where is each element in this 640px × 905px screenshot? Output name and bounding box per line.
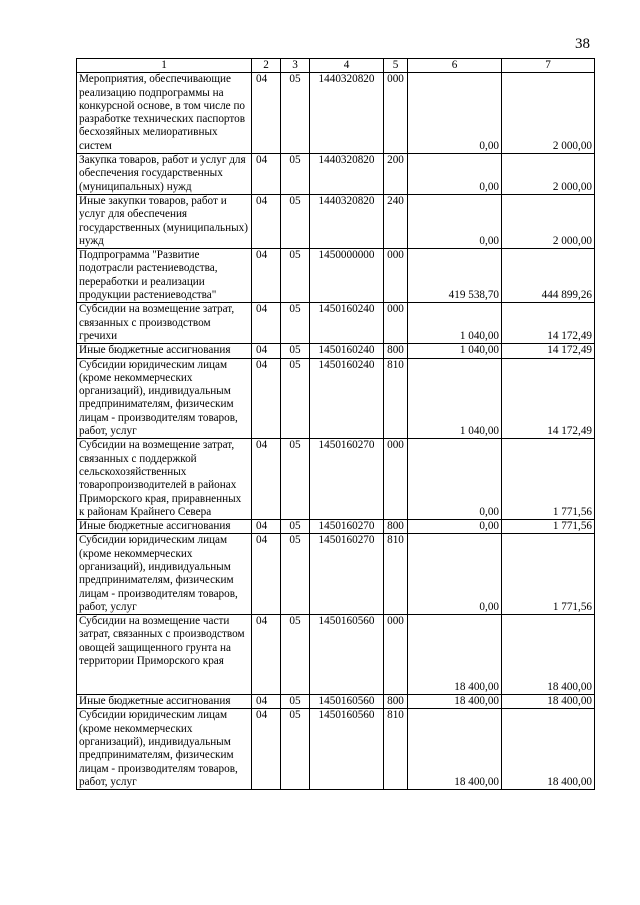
- row-code-expense-type: 800: [384, 520, 408, 534]
- row-amount-col7: 2 000,00: [502, 194, 595, 248]
- row-name: Субсидии юридическим лицам (кроме некоммерческих организаций), индивидуальным предпринимателям, физическим лицам - производителям товаров, работ, услуг: [77, 709, 252, 790]
- row-code-subsection: 05: [281, 520, 310, 534]
- table-row: [77, 344, 595, 358]
- row-code-expense-type: 810: [384, 709, 408, 790]
- row-name: Иные бюджетные ассигнования: [77, 695, 252, 709]
- row-code-section: 04: [252, 520, 281, 534]
- table-row: [77, 194, 595, 248]
- row-code-target: 1440320820: [310, 73, 384, 154]
- row-code-expense-type: 000: [384, 615, 408, 695]
- row-name: Иные бюджетные ассигнования: [77, 520, 252, 534]
- row-code-target: 1450160560: [310, 709, 384, 790]
- row-code-subsection: 05: [281, 303, 310, 344]
- row-code-section: 04: [252, 303, 281, 344]
- row-amount-col6: 0,00: [408, 73, 502, 154]
- row-code-section: 04: [252, 344, 281, 358]
- row-amount-col7: 1 771,56: [502, 439, 595, 520]
- row-code-target: 1450160560: [310, 695, 384, 709]
- row-name: Подпрограмма "Развитие подотрасли растениеводства, переработки и реализации продукции растениеводства": [77, 249, 252, 303]
- table-row: [77, 303, 595, 344]
- row-name: Закупка товаров, работ и услуг для обеспечения государственных (муниципальных) нужд: [77, 154, 252, 195]
- row-code-target: 1450160270: [310, 534, 384, 615]
- row-code-expense-type: 000: [384, 249, 408, 303]
- row-code-subsection: 05: [281, 695, 310, 709]
- row-code-expense-type: 000: [384, 439, 408, 520]
- row-amount-col6: 419 538,70: [408, 249, 502, 303]
- row-amount-col7: 444 899,26: [502, 249, 595, 303]
- page-number: 38: [575, 36, 590, 52]
- row-amount-col7: 14 172,49: [502, 358, 595, 439]
- row-code-section: 04: [252, 73, 281, 154]
- column-header: 5: [384, 59, 408, 73]
- row-amount-col6: 0,00: [408, 534, 502, 615]
- row-code-subsection: 05: [281, 709, 310, 790]
- table-row: [77, 249, 595, 303]
- row-amount-col6: 1 040,00: [408, 303, 502, 344]
- row-code-section: 04: [252, 194, 281, 248]
- table-row: [77, 615, 595, 695]
- row-code-target: 1450160240: [310, 344, 384, 358]
- budget-table: [76, 58, 595, 790]
- row-amount-col6: 18 400,00: [408, 709, 502, 790]
- row-amount-col7: 2 000,00: [502, 154, 595, 195]
- table-row: [77, 534, 595, 615]
- row-amount-col6: 1 040,00: [408, 358, 502, 439]
- row-code-target: 1450160240: [310, 303, 384, 344]
- row-name: Субсидии на возмещение затрат, связанных с производством гречихи: [77, 303, 252, 344]
- row-amount-col6: 18 400,00: [408, 615, 502, 695]
- row-name: Субсидии юридическим лицам (кроме некоммерческих организаций), индивидуальным предпринимателям, физическим лицам - производителям товаров, работ, услуг: [77, 534, 252, 615]
- row-code-expense-type: 810: [384, 534, 408, 615]
- column-header: 1: [77, 59, 252, 73]
- row-code-section: 04: [252, 439, 281, 520]
- table-header-row: [77, 59, 595, 73]
- row-code-target: 1450160270: [310, 520, 384, 534]
- row-name: Субсидии на возмещение части затрат, связанных с производством овощей защищенного грунта на территории Приморского края: [77, 615, 252, 695]
- row-code-target: 1440320820: [310, 154, 384, 195]
- row-code-target: 1450160240: [310, 358, 384, 439]
- table-row: [77, 358, 595, 439]
- table-row: [77, 709, 595, 790]
- row-amount-col7: 14 172,49: [502, 344, 595, 358]
- row-amount-col7: 2 000,00: [502, 73, 595, 154]
- row-amount-col6: 0,00: [408, 520, 502, 534]
- row-code-expense-type: 800: [384, 344, 408, 358]
- row-code-section: 04: [252, 154, 281, 195]
- row-amount-col7: 18 400,00: [502, 709, 595, 790]
- row-code-subsection: 05: [281, 154, 310, 195]
- table-body: [77, 73, 595, 790]
- row-code-section: 04: [252, 534, 281, 615]
- row-code-section: 04: [252, 358, 281, 439]
- row-code-expense-type: 000: [384, 303, 408, 344]
- row-code-subsection: 05: [281, 615, 310, 695]
- row-code-subsection: 05: [281, 249, 310, 303]
- row-name: Иные закупки товаров, работ и услуг для обеспечения государственных (муниципальных) нужд: [77, 194, 252, 248]
- table-row: [77, 695, 595, 709]
- table-row: [77, 439, 595, 520]
- row-name: Иные бюджетные ассигнования: [77, 344, 252, 358]
- row-code-subsection: 05: [281, 194, 310, 248]
- row-amount-col7: 18 400,00: [502, 615, 595, 695]
- row-amount-col7: 18 400,00: [502, 695, 595, 709]
- row-code-target: 1450160560: [310, 615, 384, 695]
- row-code-expense-type: 200: [384, 154, 408, 195]
- row-code-subsection: 05: [281, 534, 310, 615]
- column-header: 7: [502, 59, 595, 73]
- column-header: 3: [281, 59, 310, 73]
- table-row: [77, 73, 595, 154]
- column-header: 2: [252, 59, 281, 73]
- row-name: Мероприятия, обеспечивающие реализацию подпрограммы на конкурсной основе, в том числе по разработке технических паспортов бесхозяйных мелиоративных систем: [77, 73, 252, 154]
- row-code-subsection: 05: [281, 439, 310, 520]
- row-amount-col6: 0,00: [408, 439, 502, 520]
- row-amount-col7: 14 172,49: [502, 303, 595, 344]
- row-code-target: 1440320820: [310, 194, 384, 248]
- row-code-target: 1450160270: [310, 439, 384, 520]
- row-code-section: 04: [252, 709, 281, 790]
- column-header: 6: [408, 59, 502, 73]
- row-code-expense-type: 810: [384, 358, 408, 439]
- row-name: Субсидии юридическим лицам (кроме некоммерческих организаций), индивидуальным предпринимателям, физическим лицам - производителям товаров, работ, услуг: [77, 358, 252, 439]
- row-code-section: 04: [252, 695, 281, 709]
- row-name: Субсидии на возмещение затрат, связанных с поддержкой сельскохозяйственных товаропроизводителей в районах Приморского края, приравненных к районам Крайнего Севера: [77, 439, 252, 520]
- row-amount-col7: 1 771,56: [502, 520, 595, 534]
- row-code-section: 04: [252, 249, 281, 303]
- row-amount-col6: 0,00: [408, 194, 502, 248]
- row-code-subsection: 05: [281, 73, 310, 154]
- row-code-target: 1450000000: [310, 249, 384, 303]
- row-code-expense-type: 240: [384, 194, 408, 248]
- row-code-subsection: 05: [281, 358, 310, 439]
- row-amount-col6: 1 040,00: [408, 344, 502, 358]
- row-code-subsection: 05: [281, 344, 310, 358]
- row-code-expense-type: 000: [384, 73, 408, 154]
- row-code-section: 04: [252, 615, 281, 695]
- row-code-expense-type: 800: [384, 695, 408, 709]
- table-row: [77, 520, 595, 534]
- row-amount-col6: 0,00: [408, 154, 502, 195]
- row-amount-col6: 18 400,00: [408, 695, 502, 709]
- column-header: 4: [310, 59, 384, 73]
- table-row: [77, 154, 595, 195]
- row-amount-col7: 1 771,56: [502, 534, 595, 615]
